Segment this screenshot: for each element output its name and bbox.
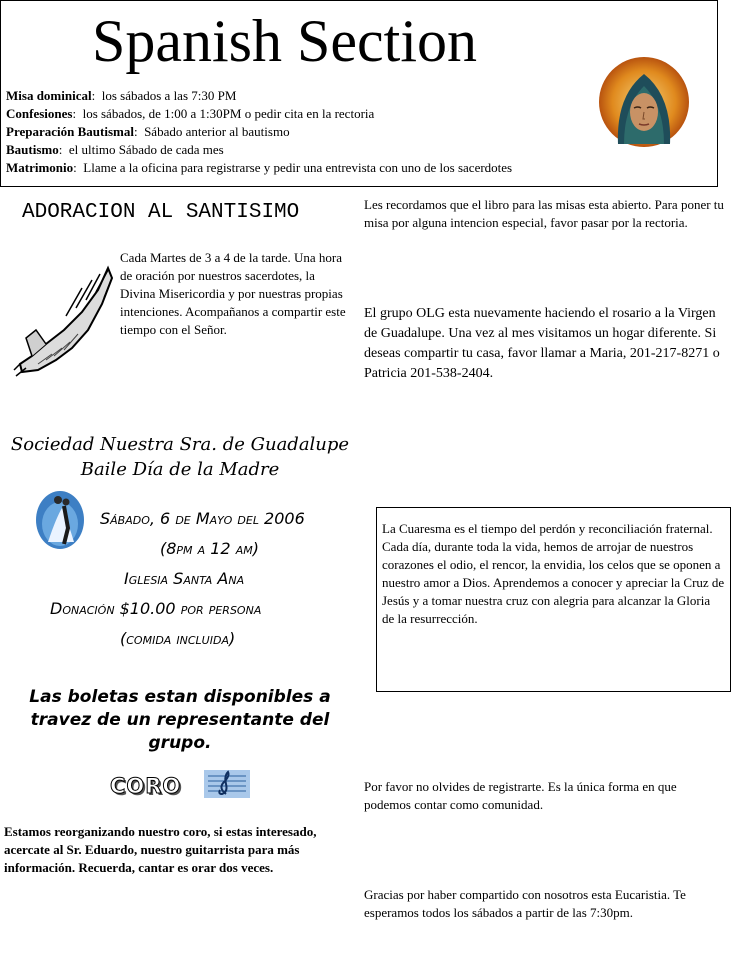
sociedad-title: Sociedad Nuestra Sra. de Guadalupe bbox=[10, 434, 350, 455]
boletas-text: Las boletas estan disponibles a travez de un representante del grupo. bbox=[29, 687, 331, 753]
gracias-text: Gracias por haber compartido con nosotros esta Eucaristia. Te esperamos todos los sábados a partir de las 7:30pm. bbox=[364, 887, 686, 920]
schedule-preparacion: Preparación Bautismal: Sábado anterior al bautismo bbox=[6, 124, 290, 139]
coro-text: Estamos reorganizando nuestro coro, si estas interesado, acercate al Sr. Eduardo, nuestro guitarrista para más información. Recuerda, cantar es orar dos veces. bbox=[4, 824, 317, 875]
page-title: Spanish Section bbox=[92, 8, 477, 74]
schedule-text: el ultimo Sábado de cada mes bbox=[68, 142, 224, 157]
schedule-confesiones: Confesiones: los sábados, de 1:00 a 1:30PM o pedir cita en la rectoria bbox=[6, 106, 375, 121]
event-hours: (8pm a 12 am) bbox=[160, 539, 259, 558]
schedule-label: Bautismo bbox=[6, 142, 59, 157]
schedule-text: Sábado anterior al bautismo bbox=[144, 124, 290, 139]
event-date: Sábado, 6 de Mayo del 2006 bbox=[100, 509, 305, 528]
adoracion-title: ADORACION AL SANTISIMO bbox=[22, 201, 300, 224]
baile-title: Baile Día de la Madre bbox=[80, 459, 280, 480]
event-donation: Donación $10.00 por persona bbox=[50, 599, 262, 618]
praying-hands-icon bbox=[12, 264, 116, 378]
schedule-label: Matrimonio bbox=[6, 160, 74, 175]
olg-text: El grupo OLG esta nuevamente haciendo el rosario a la Virgen de Guadalupe. Una vez al mes visitamos un hogar diferente. Si deseas compartir tu casa, favor llamar a Maria, 201-217-8271 o Patricia 201-538-2404. bbox=[364, 306, 720, 381]
event-place: Iglesia Santa Ana bbox=[124, 569, 245, 588]
schedule-misa: Misa dominical: los sábados a las 7:30 PM bbox=[6, 88, 237, 103]
music-note-icon bbox=[204, 770, 250, 798]
event-food: (comida incluida) bbox=[120, 629, 236, 648]
schedule-label: Preparación Bautismal bbox=[6, 124, 134, 139]
schedule-matrimonio: Matrimonio: Llame a la oficina para registrarse y pedir una entrevista con uno de los sacerdotes bbox=[6, 160, 513, 175]
registro-text: Por favor no olvides de registrarte. Es la única forma en que podemos contar como comunidad. bbox=[364, 779, 677, 812]
schedule-text: los sábados, de 1:00 a 1:30PM o pedir cita en la rectoria bbox=[82, 106, 375, 121]
coro-title: CORO bbox=[110, 774, 182, 798]
schedule-bautismo: Bautismo: el ultimo Sábado de cada mes bbox=[6, 142, 224, 157]
virgin-guadalupe-icon bbox=[598, 56, 690, 148]
schedule-label: Misa dominical bbox=[6, 88, 92, 103]
libro-text: Les recordamos que el libro para las misas esta abierto. Para poner tu misa por alguna intencion especial, favor pasar por la rectoria. bbox=[364, 197, 724, 230]
schedule-text: los sábados a las 7:30 PM bbox=[101, 88, 237, 103]
schedule-label: Confesiones bbox=[6, 106, 73, 121]
schedule-text: Llame a la oficina para registrarse y pedir una entrevista con uno de los sacerdotes bbox=[83, 160, 513, 175]
adoracion-text: Cada Martes de 3 a 4 de la tarde. Una hora de oración por nuestros sacerdotes, la Divina Misericordia y por nuestras propias intenciones. Acompañanos a compartir este tiempo con el Señor. bbox=[120, 250, 346, 337]
dancers-icon bbox=[34, 488, 86, 550]
cuaresma-box: La Cuaresma es el tiempo del perdón y reconciliación fraternal. Cada día, durante toda la vida, hemos de arrojar de nuestros corazones el odio, el rencor, la envidia, los celos que se oponen a nuestro amor a Dios. Aprendemos a conocer y apreciar la Cruz de Jesús y a tomar nuestra cruz con alegria para alcanzar la Gloria de la resurrección. bbox=[376, 507, 731, 692]
